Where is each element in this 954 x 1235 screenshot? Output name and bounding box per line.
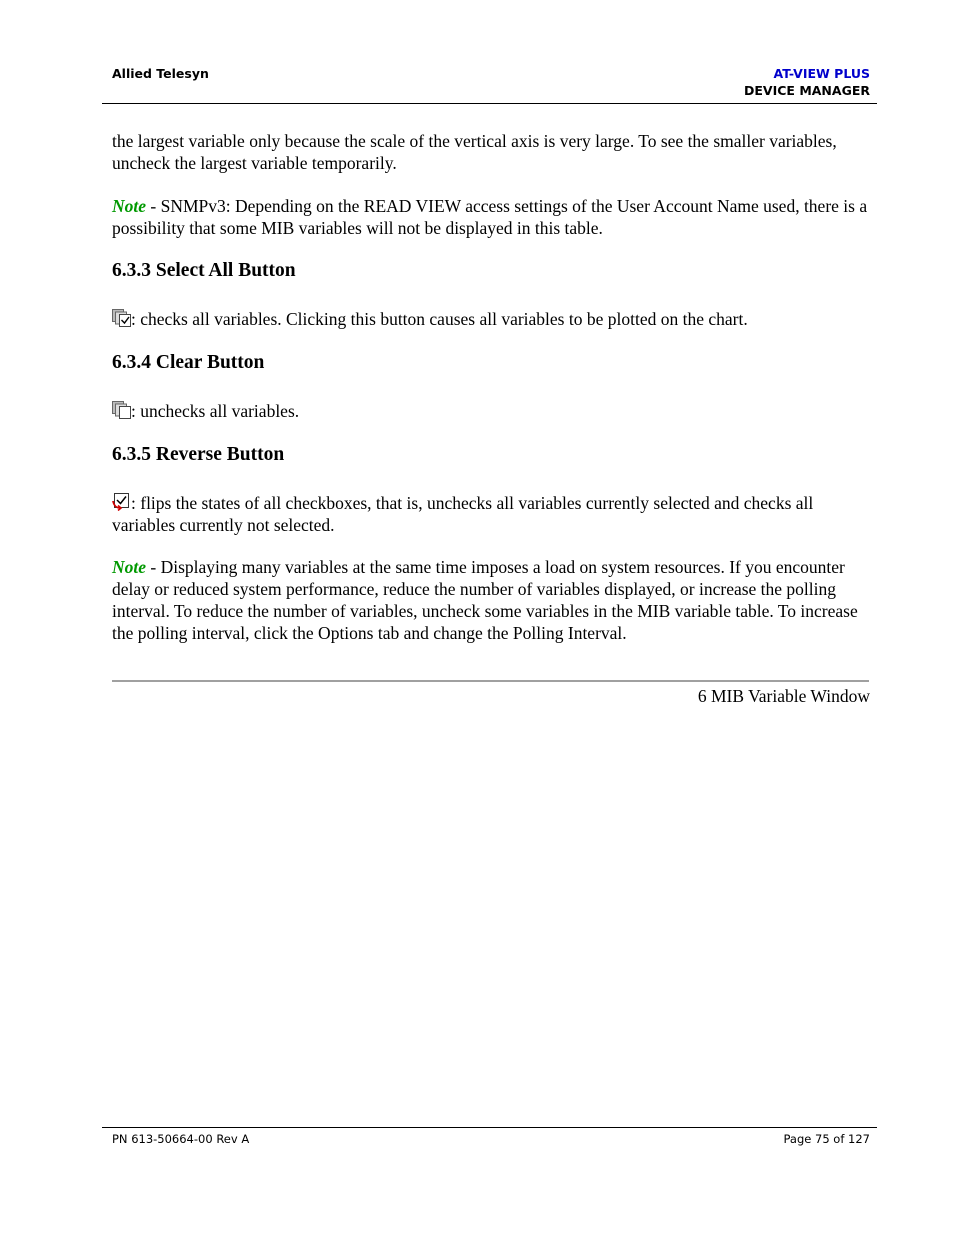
- paragraph-scale: the largest variable only because the scale of the vertical axis is very large. To see the smaller variables, uncheck the largest variable temporarily.: [112, 131, 837, 173]
- section-divider: [112, 680, 869, 682]
- paragraph-select-all: [112, 308, 870, 330]
- reverse-icon: [112, 493, 131, 511]
- module-name: DEVICE MANAGER: [744, 83, 870, 98]
- note-text: - SNMPv3: Depending on the READ VIEW access settings of the User Account Name used, there is a possibility that some MIB variables will not be displayed in this table.: [112, 196, 868, 238]
- heading-select-all: 6.3.3 Select All Button: [112, 260, 296, 281]
- select-all-text: : checks all variables. Clicking this button causes all variables to be plotted on the chart.: [131, 309, 748, 329]
- note-text: - Displaying many variables at the same time imposes a load on system resources. If you encounter delay or reduced system performance, reduce the number of variables displayed, or increase the polling interval. To reduce the number of variables, uncheck some variables in the MIB variable table. To increase the polling interval, click the Options tab and change the Polling Interval.: [112, 557, 858, 643]
- company-name: Allied Telesyn: [112, 66, 209, 81]
- header-divider: [102, 103, 877, 104]
- clear-text: : unchecks all variables.: [131, 401, 300, 421]
- heading-reverse: 6.3.5 Reverse Button: [112, 444, 285, 465]
- reverse-text: : flips the states of all checkboxes, that is, unchecks all variables currently selected and checks all variables currently not selected.: [112, 493, 814, 535]
- page-number: Page 75 of 127: [783, 1132, 870, 1146]
- note-snmpv3: [112, 195, 870, 239]
- clear-icon: [112, 401, 131, 419]
- footer-divider: [102, 1127, 877, 1128]
- section-footer-label: 6 MIB Variable Window: [697, 686, 870, 706]
- paragraph-reverse: [112, 492, 870, 536]
- part-number: PN 613-50664-00 Rev A: [112, 1132, 250, 1146]
- paragraph-clear: [112, 400, 870, 422]
- heading-clear: 6.3.4 Clear Button: [112, 352, 265, 373]
- note-performance: [112, 556, 870, 644]
- product-name: AT-VIEW PLUS: [773, 66, 870, 81]
- note-label: Note: [112, 557, 147, 577]
- select-all-icon: [112, 309, 131, 327]
- note-label: Note: [112, 196, 147, 216]
